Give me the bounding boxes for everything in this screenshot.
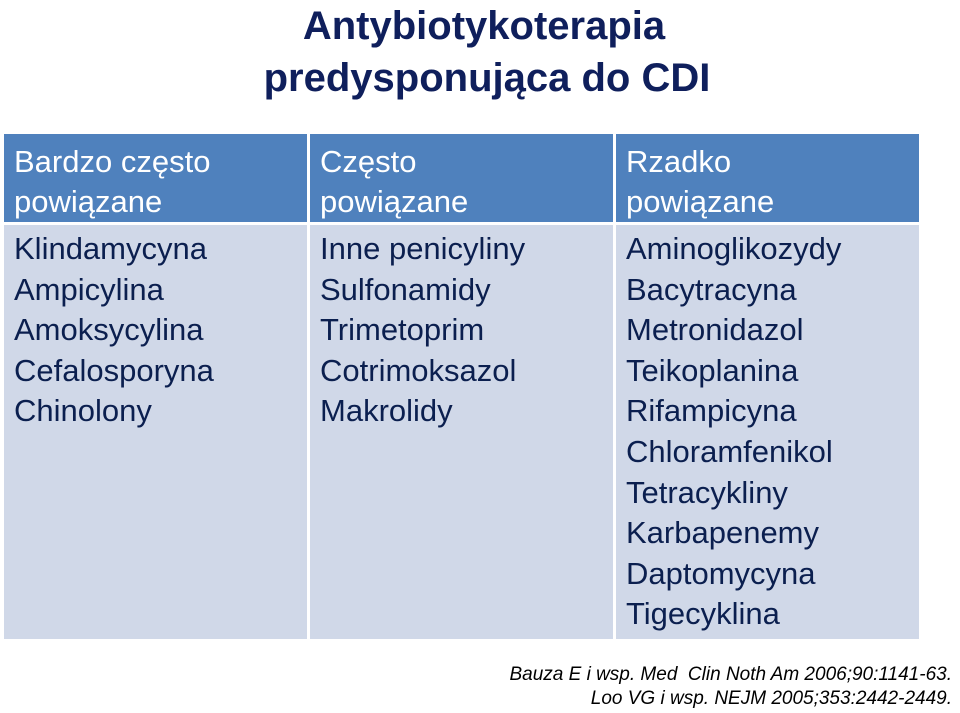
drug-name: Rifampicyna [626,393,797,429]
drug-name: Chinolony [14,393,152,429]
drug-name: Makrolidy [320,393,453,429]
drug-name: Tetracykliny [626,474,788,510]
column-rarely-drugs [615,224,921,641]
drug-name: Sulfonamidy [320,271,491,307]
slide-title [0,0,960,104]
reference-loo: Loo VG i wsp. NEJM 2005;353:2442-2449. [590,688,952,709]
column-often-drugs [309,224,615,641]
title-line-2: predysponująca do CDI [263,56,711,100]
drug-name: Amoksycylina [14,312,204,348]
header-text: Rzadko [626,144,732,179]
antibiotic-association-table [1,131,922,642]
header-text: powiązane [626,184,775,219]
references [509,663,952,711]
drug-name: Cefalosporyna [14,352,214,388]
header-text: powiązane [14,184,163,219]
reference-bauza: Bauza E i wsp. Med Clin Noth Am 2006;90:1141-63. [509,664,952,685]
drug-name: Trimetoprim [320,312,485,348]
drug-name: Aminoglikozydy [626,231,842,266]
header-text: Często [320,144,417,179]
drug-name: Metronidazol [626,312,804,348]
header-rarely-associated [615,133,921,224]
drug-name: Chloramfenikol [626,433,833,469]
drug-name: Tigecyklina [626,596,780,632]
title-line-1: Antybiotykoterapia [302,4,666,48]
column-very-often-drugs [3,224,309,641]
header-text: powiązane [320,184,469,219]
header-often-associated [309,133,615,224]
drug-name: Cotrimoksazol [320,352,517,388]
header-text: Bardzo często [14,144,211,179]
drug-name: Daptomycyna [626,555,816,591]
header-very-often-associated [3,133,309,224]
drug-name: Karbapenemy [626,515,820,551]
drug-name: Inne penicyliny [320,231,526,266]
table-body-row [3,224,921,641]
drug-name: Klindamycyna [14,231,207,266]
drug-name: Ampicylina [14,271,164,307]
table-header-row [3,133,921,224]
drug-name: Teikoplanina [626,352,799,388]
drug-name: Bacytracyna [626,271,797,307]
